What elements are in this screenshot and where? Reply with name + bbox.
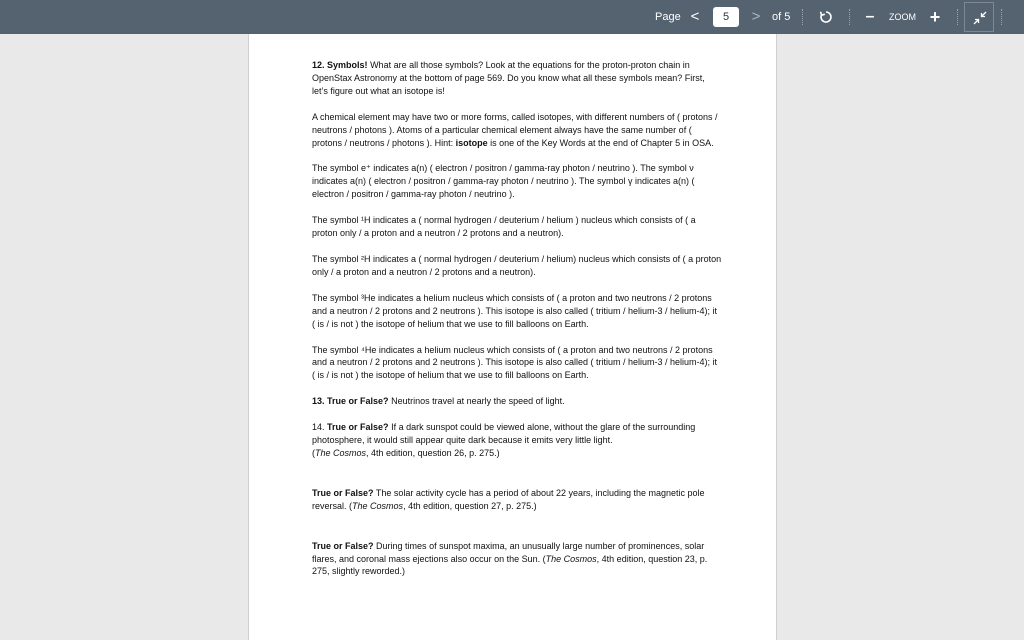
q16-heading: True or False? [312, 540, 374, 551]
isotope-paragraph [312, 111, 722, 150]
hydrogen-1-paragraph: The symbol ¹H indicates a ( normal hydrogen / deuterium / helium ) nucleus which consists of ( a proton only / a proton and a neutron / 2 protons and a neutron). [312, 215, 696, 239]
page-content [312, 59, 722, 591]
helium-3-paragraph: The symbol ³He indicates a helium nucleus which consists of ( a proton and two neutrons / 2 protons and a neutron / 2 protons and 2 neutrons ). This isotope is also called ( tritium / helium-3 / helium-4); it ( is / is not ) the isotope of helium that we use to fill balloons on Earth. [312, 292, 718, 329]
total-pages-label: of 5 [772, 11, 791, 23]
q14-paragraph [312, 421, 722, 460]
q16-paragraph [312, 540, 722, 579]
q16-book-title: The Cosmos [545, 553, 597, 564]
hydrogen-2-paragraph: The symbol ²H indicates a ( normal hydrogen / deuterium / helium) nucleus which consists of ( a proton only / a proton and a neutron / 2 protons and a neutron). [312, 253, 722, 277]
q14-book-title: The Cosmos [315, 447, 367, 458]
next-page-button[interactable]: > [751, 8, 761, 25]
isotope-text-b: is one of the Key Words at the end of Chapter 5 in OSA. [490, 137, 714, 148]
toolbar-divider [1001, 9, 1002, 25]
toolbar-divider [802, 9, 803, 25]
q16-text: During times of sunspot maxima, an unusually large number of prominences, solar flares, and coronal mass ejections also occur on the Sun. [312, 540, 705, 564]
isotope-text-a: A chemical element may have two or more forms, called isotopes, with different numbers of ( protons / neutrons / photons ). Atoms of a particular chemical element always have the same number of ( protons / neutrons / photons ). Hint: [312, 111, 718, 148]
previous-page-button[interactable]: < [690, 8, 700, 25]
q12-intro-text: What are all those symbols? Look at the equations for the proton-proton chain in OpenStax Astronomy at the bottom of page 569. Do you know what all these symbols mean? First, let’s figure out what an isotope is! [312, 60, 705, 96]
q12-heading: Symbols! [327, 60, 368, 70]
page-number-input[interactable] [713, 7, 739, 27]
pdf-toolbar [0, 0, 1024, 34]
zoom-in-button[interactable]: + [929, 7, 941, 27]
rotate-icon [819, 10, 833, 24]
q15-heading: True or False? [312, 487, 374, 498]
zoom-label: ZOOM [889, 12, 916, 22]
q13-number: 13. [312, 396, 325, 407]
q14-cite-open: ( [312, 447, 315, 458]
symbols-paragraph: The symbol e⁺ indicates a(n) ( electron / positron / gamma-ray photon / neutrino ). The symbol ν indicates a(n) ( electron / positron / gamma-ray photon / neutrino ). The symbol γ indicates a(n) ( electron / positron / gamma-ray photon / neutrino ). [312, 163, 695, 200]
helium-4-paragraph: The symbol ⁴He indicates a helium nucleus which consists of ( a proton and two neutrons / 2 protons and a neutron / 2 protons and 2 neutrons ). This isotope is also called ( tritium / helium-3 / helium-4); it ( is / is not ) the isotope of helium that we use to fill balloons on Earth. [312, 344, 718, 381]
q16-cite-rest: , 4th edition, question 23, p. 275, slightly reworded.) [312, 553, 708, 577]
q12-number: 12. [312, 60, 325, 70]
toolbar-divider [849, 9, 850, 25]
q12-intro [312, 59, 722, 98]
q14-number: 14. [312, 422, 325, 433]
q14-heading: True or False? [327, 422, 389, 433]
q14-text: If a dark sunspot could be viewed alone, without the glare of the surrounding photosphere, it would still appear quite dark because it emits very little light. [312, 422, 696, 446]
collapse-icon [973, 11, 987, 25]
q14-cite-rest: , 4th edition, question 26, p. 275.) [366, 447, 500, 458]
q16-cite-open: ( [542, 553, 546, 564]
isotope-keyword: isotope [455, 137, 488, 148]
rotate-button[interactable] [816, 0, 836, 34]
q15-book-title: The Cosmos [352, 500, 404, 511]
q15-paragraph [312, 487, 722, 513]
q15-text: The solar activity cycle has a period of about 22 years, including the magnetic pole reversal. [312, 487, 705, 511]
page-label: Page [655, 11, 681, 23]
zoom-out-button[interactable]: – [865, 8, 875, 25]
document-page [248, 34, 777, 640]
q15-cite-open: ( [349, 500, 353, 511]
q13-paragraph [312, 395, 722, 408]
exit-fullscreen-button[interactable] [964, 2, 994, 32]
q13-heading: True or False? [327, 396, 389, 407]
q13-text: Neutrinos travel at nearly the speed of light. [391, 396, 565, 407]
toolbar-divider [957, 9, 958, 25]
q15-cite-rest: , 4th edition, question 27, p. 275.) [403, 500, 537, 511]
